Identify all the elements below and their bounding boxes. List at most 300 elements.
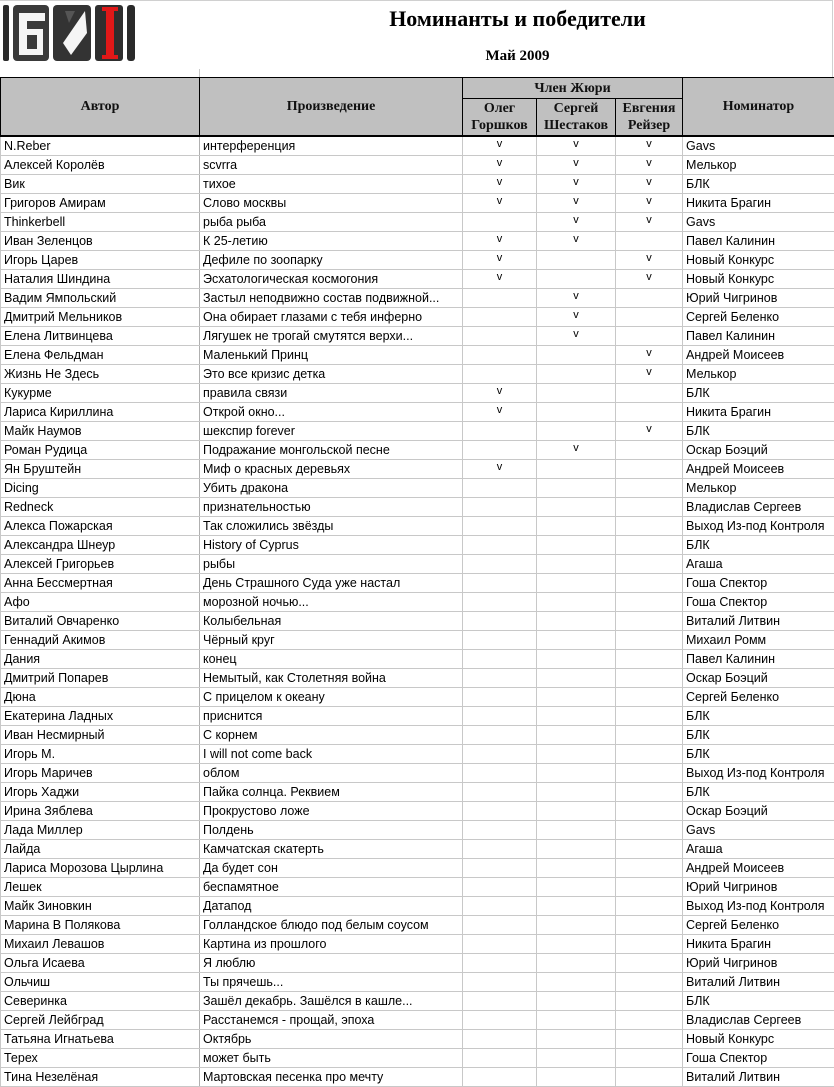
- nominator-cell[interactable]: Никита Брагин: [683, 935, 834, 954]
- work-cell[interactable]: Лягушек не трогай смутятся верхи...: [200, 327, 463, 346]
- jury-vote-cell-1[interactable]: [463, 479, 537, 498]
- jury-vote-cell-2[interactable]: [537, 669, 616, 688]
- column-header-jury-2[interactable]: [537, 99, 616, 137]
- jury-vote-cell-2[interactable]: [537, 1011, 616, 1030]
- jury-vote-cell-2[interactable]: [537, 308, 616, 327]
- work-cell[interactable]: приснится: [200, 707, 463, 726]
- work-cell[interactable]: Маленький Принц: [200, 346, 463, 365]
- author-cell[interactable]: Лариса Морозова Цырлина: [1, 859, 200, 878]
- nominator-cell[interactable]: Мелькор: [683, 156, 834, 175]
- jury-vote-cell-1[interactable]: [463, 422, 537, 441]
- jury-vote-cell-3[interactable]: [616, 840, 683, 859]
- table-row[interactable]: [1, 840, 834, 859]
- jury-vote-cell-2[interactable]: [537, 194, 616, 213]
- nominator-cell[interactable]: Выход Из-под Контроля: [683, 897, 834, 916]
- nominator-cell[interactable]: БЛК: [683, 745, 834, 764]
- author-cell[interactable]: Григоров Амирам: [1, 194, 200, 213]
- work-cell[interactable]: Полдень: [200, 821, 463, 840]
- jury-vote-cell-3[interactable]: [616, 346, 683, 365]
- jury-vote-cell-3[interactable]: [616, 308, 683, 327]
- jury-vote-cell-1[interactable]: [463, 593, 537, 612]
- jury-vote-cell-2[interactable]: [537, 783, 616, 802]
- jury-vote-cell-1[interactable]: [463, 213, 537, 232]
- jury-vote-cell-2[interactable]: [537, 175, 616, 194]
- jury-vote-cell-2[interactable]: [537, 555, 616, 574]
- work-cell[interactable]: Она обирает глазами с тебя инферно: [200, 308, 463, 327]
- nominator-cell[interactable]: Gavs: [683, 821, 834, 840]
- work-cell[interactable]: Расстанемся - прощай, эпоха: [200, 1011, 463, 1030]
- jury-vote-cell-1[interactable]: [463, 384, 537, 403]
- work-cell[interactable]: I will not come back: [200, 745, 463, 764]
- author-cell[interactable]: Алексей Королёв: [1, 156, 200, 175]
- jury-vote-cell-1[interactable]: [463, 555, 537, 574]
- author-cell[interactable]: Татьяна Игнатьева: [1, 1030, 200, 1049]
- nominator-cell[interactable]: Выход Из-под Контроля: [683, 764, 834, 783]
- jury-vote-cell-3[interactable]: [616, 422, 683, 441]
- work-cell[interactable]: правила связи: [200, 384, 463, 403]
- jury-vote-cell-2[interactable]: [537, 954, 616, 973]
- work-cell[interactable]: Прокрустово ложе: [200, 802, 463, 821]
- nominator-cell[interactable]: Андрей Моисеев: [683, 460, 834, 479]
- jury-vote-cell-2[interactable]: [537, 688, 616, 707]
- jury-vote-cell-3[interactable]: [616, 783, 683, 802]
- author-cell[interactable]: Дмитрий Попарев: [1, 669, 200, 688]
- nominator-cell[interactable]: Новый Конкурс: [683, 251, 834, 270]
- jury-vote-cell-3[interactable]: [616, 897, 683, 916]
- nominator-cell[interactable]: Новый Конкурс: [683, 270, 834, 289]
- jury-vote-cell-3[interactable]: [616, 574, 683, 593]
- jury-vote-cell-3[interactable]: [616, 726, 683, 745]
- author-cell[interactable]: Ольга Исаева: [1, 954, 200, 973]
- jury-vote-cell-3[interactable]: [616, 992, 683, 1011]
- jury-vote-cell-1[interactable]: [463, 536, 537, 555]
- jury-vote-cell-1[interactable]: [463, 365, 537, 384]
- nominator-cell[interactable]: Gavs: [683, 136, 834, 156]
- jury-vote-cell-2[interactable]: [537, 935, 616, 954]
- table-row[interactable]: [1, 365, 834, 384]
- author-cell[interactable]: Thinkerbell: [1, 213, 200, 232]
- jury-vote-cell-2[interactable]: [537, 1030, 616, 1049]
- author-cell[interactable]: Дмитрий Мельников: [1, 308, 200, 327]
- jury-vote-cell-3[interactable]: [616, 1030, 683, 1049]
- jury-vote-cell-1[interactable]: [463, 802, 537, 821]
- column-header-jury-1[interactable]: [463, 99, 537, 137]
- jury-vote-cell-1[interactable]: [463, 346, 537, 365]
- jury-vote-cell-1[interactable]: [463, 954, 537, 973]
- jury-vote-cell-1[interactable]: [463, 783, 537, 802]
- nominator-cell[interactable]: Гоша Спектор: [683, 593, 834, 612]
- work-cell[interactable]: Картина из прошлого: [200, 935, 463, 954]
- author-cell[interactable]: Майк Зиновкин: [1, 897, 200, 916]
- author-cell[interactable]: Dicing: [1, 479, 200, 498]
- jury-vote-cell-3[interactable]: [616, 479, 683, 498]
- nominator-cell[interactable]: Павел Калинин: [683, 232, 834, 251]
- table-row[interactable]: [1, 783, 834, 802]
- jury-vote-cell-1[interactable]: [463, 136, 537, 156]
- jury-vote-cell-2[interactable]: [537, 498, 616, 517]
- jury-vote-cell-1[interactable]: [463, 726, 537, 745]
- jury-vote-cell-3[interactable]: [616, 821, 683, 840]
- nominator-cell[interactable]: Виталий Литвин: [683, 1068, 834, 1087]
- jury-vote-cell-3[interactable]: [616, 593, 683, 612]
- jury-vote-cell-3[interactable]: [616, 954, 683, 973]
- table-row[interactable]: [1, 441, 834, 460]
- jury-vote-cell-1[interactable]: [463, 935, 537, 954]
- table-row[interactable]: [1, 878, 834, 897]
- work-cell[interactable]: Так сложились звёзды: [200, 517, 463, 536]
- table-row[interactable]: [1, 403, 834, 422]
- work-cell[interactable]: шекспир forever: [200, 422, 463, 441]
- nominator-cell[interactable]: Сергей Беленко: [683, 688, 834, 707]
- jury-vote-cell-2[interactable]: [537, 536, 616, 555]
- table-row[interactable]: [1, 802, 834, 821]
- work-cell[interactable]: Слово москвы: [200, 194, 463, 213]
- jury-vote-cell-1[interactable]: [463, 821, 537, 840]
- author-cell[interactable]: Алексей Григорьев: [1, 555, 200, 574]
- table-row[interactable]: [1, 973, 834, 992]
- nominator-cell[interactable]: Никита Брагин: [683, 194, 834, 213]
- jury-vote-cell-3[interactable]: [616, 289, 683, 308]
- author-cell[interactable]: Марина В Полякова: [1, 916, 200, 935]
- work-cell[interactable]: конец: [200, 650, 463, 669]
- jury-vote-cell-2[interactable]: [537, 897, 616, 916]
- jury-vote-cell-3[interactable]: [616, 688, 683, 707]
- work-cell[interactable]: Открой окно...: [200, 403, 463, 422]
- work-cell[interactable]: Камчатская скатерть: [200, 840, 463, 859]
- jury-vote-cell-2[interactable]: [537, 327, 616, 346]
- nominator-cell[interactable]: Оскар Боэций: [683, 669, 834, 688]
- table-row[interactable]: [1, 764, 834, 783]
- table-row[interactable]: [1, 897, 834, 916]
- jury-vote-cell-1[interactable]: [463, 441, 537, 460]
- work-cell[interactable]: Ты прячешь...: [200, 973, 463, 992]
- nominator-cell[interactable]: Виталий Литвин: [683, 973, 834, 992]
- nominator-cell[interactable]: Виталий Литвин: [683, 612, 834, 631]
- table-row[interactable]: [1, 251, 834, 270]
- work-cell[interactable]: тихое: [200, 175, 463, 194]
- jury-vote-cell-1[interactable]: [463, 232, 537, 251]
- jury-vote-cell-2[interactable]: [537, 1068, 616, 1087]
- table-row[interactable]: [1, 175, 834, 194]
- nominator-cell[interactable]: Мелькор: [683, 365, 834, 384]
- work-cell[interactable]: День Страшного Суда уже настал: [200, 574, 463, 593]
- jury-vote-cell-1[interactable]: [463, 1011, 537, 1030]
- nominator-cell[interactable]: БЛК: [683, 726, 834, 745]
- jury-vote-cell-2[interactable]: [537, 593, 616, 612]
- author-cell[interactable]: Анна Бессмертная: [1, 574, 200, 593]
- work-cell[interactable]: Пайка солнца. Реквием: [200, 783, 463, 802]
- nominator-cell[interactable]: Павел Калинин: [683, 650, 834, 669]
- table-row[interactable]: [1, 612, 834, 631]
- author-cell[interactable]: Ян Бруштейн: [1, 460, 200, 479]
- jury-vote-cell-3[interactable]: [616, 213, 683, 232]
- table-row[interactable]: [1, 688, 834, 707]
- table-row[interactable]: [1, 992, 834, 1011]
- nominator-cell[interactable]: БЛК: [683, 384, 834, 403]
- jury-vote-cell-3[interactable]: [616, 403, 683, 422]
- jury-vote-cell-2[interactable]: [537, 517, 616, 536]
- author-cell[interactable]: Игорь М.: [1, 745, 200, 764]
- work-cell[interactable]: Немытый, как Столетняя война: [200, 669, 463, 688]
- nominator-cell[interactable]: Михаил Ромм: [683, 631, 834, 650]
- nominator-cell[interactable]: Агаша: [683, 840, 834, 859]
- jury-vote-cell-3[interactable]: [616, 1049, 683, 1068]
- jury-vote-cell-2[interactable]: [537, 631, 616, 650]
- jury-vote-cell-3[interactable]: [616, 384, 683, 403]
- jury-vote-cell-2[interactable]: [537, 213, 616, 232]
- author-cell[interactable]: Северинка: [1, 992, 200, 1011]
- nominator-cell[interactable]: БЛК: [683, 783, 834, 802]
- table-row[interactable]: [1, 136, 834, 156]
- jury-vote-cell-3[interactable]: [616, 536, 683, 555]
- table-row[interactable]: [1, 631, 834, 650]
- jury-vote-cell-3[interactable]: [616, 916, 683, 935]
- work-cell[interactable]: С прицелом к океану: [200, 688, 463, 707]
- jury-vote-cell-2[interactable]: [537, 441, 616, 460]
- jury-vote-cell-2[interactable]: [537, 289, 616, 308]
- jury-vote-cell-2[interactable]: [537, 460, 616, 479]
- work-cell[interactable]: History of Cyprus: [200, 536, 463, 555]
- table-row[interactable]: [1, 517, 834, 536]
- jury-vote-cell-1[interactable]: [463, 916, 537, 935]
- jury-vote-cell-1[interactable]: [463, 574, 537, 593]
- table-row[interactable]: [1, 327, 834, 346]
- jury-vote-cell-1[interactable]: [463, 1068, 537, 1087]
- jury-vote-cell-2[interactable]: [537, 821, 616, 840]
- work-cell[interactable]: морозной ночью...: [200, 593, 463, 612]
- nominator-cell[interactable]: Юрий Чигринов: [683, 954, 834, 973]
- work-cell[interactable]: Подражание монгольской песне: [200, 441, 463, 460]
- table-row[interactable]: [1, 821, 834, 840]
- jury-vote-cell-3[interactable]: [616, 802, 683, 821]
- jury-vote-cell-2[interactable]: [537, 859, 616, 878]
- jury-vote-cell-2[interactable]: [537, 992, 616, 1011]
- author-cell[interactable]: Иван Зеленцов: [1, 232, 200, 251]
- work-cell[interactable]: беспамятное: [200, 878, 463, 897]
- jury-vote-cell-3[interactable]: [616, 156, 683, 175]
- work-cell[interactable]: Убить дракона: [200, 479, 463, 498]
- work-cell[interactable]: Это все кризис детка: [200, 365, 463, 384]
- table-row[interactable]: [1, 593, 834, 612]
- nominator-cell[interactable]: Сергей Беленко: [683, 916, 834, 935]
- work-cell[interactable]: признательностью: [200, 498, 463, 517]
- jury-vote-cell-2[interactable]: [537, 251, 616, 270]
- jury-vote-cell-1[interactable]: [463, 688, 537, 707]
- jury-vote-cell-1[interactable]: [463, 745, 537, 764]
- jury-vote-cell-1[interactable]: [463, 669, 537, 688]
- jury-vote-cell-3[interactable]: [616, 650, 683, 669]
- work-cell[interactable]: Эсхатологическая космогония: [200, 270, 463, 289]
- jury-vote-cell-2[interactable]: [537, 726, 616, 745]
- author-cell[interactable]: Лайда: [1, 840, 200, 859]
- nominator-cell[interactable]: Gavs: [683, 213, 834, 232]
- jury-vote-cell-3[interactable]: [616, 1068, 683, 1087]
- author-cell[interactable]: Екатерина Ладных: [1, 707, 200, 726]
- author-cell[interactable]: Дюна: [1, 688, 200, 707]
- author-cell[interactable]: Елена Литвинцева: [1, 327, 200, 346]
- jury-vote-cell-2[interactable]: [537, 270, 616, 289]
- table-row[interactable]: [1, 669, 834, 688]
- jury-vote-cell-3[interactable]: [616, 973, 683, 992]
- jury-vote-cell-3[interactable]: [616, 859, 683, 878]
- table-row[interactable]: [1, 308, 834, 327]
- nominator-cell[interactable]: Владислав Сергеев: [683, 498, 834, 517]
- author-cell[interactable]: Redneck: [1, 498, 200, 517]
- jury-vote-cell-2[interactable]: [537, 916, 616, 935]
- work-cell[interactable]: Чёрный круг: [200, 631, 463, 650]
- jury-vote-cell-1[interactable]: [463, 612, 537, 631]
- nominator-cell[interactable]: Владислав Сергеев: [683, 1011, 834, 1030]
- jury-vote-cell-2[interactable]: [537, 136, 616, 156]
- jury-vote-cell-3[interactable]: [616, 251, 683, 270]
- jury-vote-cell-3[interactable]: [616, 764, 683, 783]
- nominator-cell[interactable]: Оскар Боэций: [683, 441, 834, 460]
- jury-vote-cell-3[interactable]: [616, 745, 683, 764]
- author-cell[interactable]: Вик: [1, 175, 200, 194]
- author-cell[interactable]: Лариса Кириллина: [1, 403, 200, 422]
- jury-vote-cell-2[interactable]: [537, 612, 616, 631]
- jury-vote-cell-2[interactable]: [537, 479, 616, 498]
- jury-vote-cell-2[interactable]: [537, 403, 616, 422]
- author-cell[interactable]: Роман Рудица: [1, 441, 200, 460]
- jury-vote-cell-3[interactable]: [616, 555, 683, 574]
- jury-vote-cell-3[interactable]: [616, 669, 683, 688]
- work-cell[interactable]: Октябрь: [200, 1030, 463, 1049]
- work-cell[interactable]: Голландское блюдо под белым соусом: [200, 916, 463, 935]
- nominator-cell[interactable]: Выход Из-под Контроля: [683, 517, 834, 536]
- author-cell[interactable]: Ольчиш: [1, 973, 200, 992]
- table-row[interactable]: [1, 745, 834, 764]
- nominator-cell[interactable]: Павел Калинин: [683, 327, 834, 346]
- table-row[interactable]: [1, 156, 834, 175]
- jury-vote-cell-1[interactable]: [463, 460, 537, 479]
- author-cell[interactable]: Сергей Лейбград: [1, 1011, 200, 1030]
- nominator-cell[interactable]: БЛК: [683, 536, 834, 555]
- jury-vote-cell-1[interactable]: [463, 498, 537, 517]
- nominator-cell[interactable]: Новый Конкурс: [683, 1030, 834, 1049]
- jury-vote-cell-3[interactable]: [616, 175, 683, 194]
- work-cell[interactable]: С корнем: [200, 726, 463, 745]
- jury-vote-cell-1[interactable]: [463, 156, 537, 175]
- work-cell[interactable]: рыба рыба: [200, 213, 463, 232]
- author-cell[interactable]: Геннадий Акимов: [1, 631, 200, 650]
- author-cell[interactable]: Игорь Хаджи: [1, 783, 200, 802]
- table-row[interactable]: [1, 935, 834, 954]
- nominator-cell[interactable]: БЛК: [683, 992, 834, 1011]
- work-cell[interactable]: Датапод: [200, 897, 463, 916]
- jury-vote-cell-1[interactable]: [463, 175, 537, 194]
- jury-vote-cell-1[interactable]: [463, 1030, 537, 1049]
- author-cell[interactable]: Наталия Шиндина: [1, 270, 200, 289]
- work-cell[interactable]: Дефиле по зоопарку: [200, 251, 463, 270]
- work-cell[interactable]: К 25-летию: [200, 232, 463, 251]
- table-row[interactable]: [1, 384, 834, 403]
- jury-vote-cell-3[interactable]: [616, 136, 683, 156]
- author-cell[interactable]: Кукурме: [1, 384, 200, 403]
- author-cell[interactable]: Елена Фельдман: [1, 346, 200, 365]
- author-cell[interactable]: Тина Незелёная: [1, 1068, 200, 1087]
- jury-vote-cell-1[interactable]: [463, 289, 537, 308]
- jury-vote-cell-1[interactable]: [463, 992, 537, 1011]
- jury-vote-cell-3[interactable]: [616, 441, 683, 460]
- jury-vote-cell-3[interactable]: [616, 631, 683, 650]
- jury-vote-cell-3[interactable]: [616, 878, 683, 897]
- table-row[interactable]: [1, 859, 834, 878]
- work-cell[interactable]: Зашёл декабрь. Зашёлся в кашле...: [200, 992, 463, 1011]
- jury-vote-cell-3[interactable]: [616, 707, 683, 726]
- author-cell[interactable]: Александра Шнеур: [1, 536, 200, 555]
- jury-vote-cell-1[interactable]: [463, 270, 537, 289]
- jury-vote-cell-1[interactable]: [463, 403, 537, 422]
- table-row[interactable]: [1, 498, 834, 517]
- table-row[interactable]: [1, 1068, 834, 1087]
- nominator-cell[interactable]: БЛК: [683, 175, 834, 194]
- column-header-jury-3[interactable]: [616, 99, 683, 137]
- table-row[interactable]: [1, 270, 834, 289]
- jury-vote-cell-2[interactable]: [537, 156, 616, 175]
- jury-vote-cell-1[interactable]: [463, 973, 537, 992]
- jury-vote-cell-2[interactable]: [537, 707, 616, 726]
- work-cell[interactable]: scvrra: [200, 156, 463, 175]
- table-row[interactable]: [1, 232, 834, 251]
- table-row[interactable]: [1, 536, 834, 555]
- jury-vote-cell-1[interactable]: [463, 1049, 537, 1068]
- table-row[interactable]: [1, 194, 834, 213]
- work-cell[interactable]: Мартовская песенка про мечту: [200, 1068, 463, 1087]
- author-cell[interactable]: Жизнь Не Здесь: [1, 365, 200, 384]
- jury-vote-cell-3[interactable]: [616, 612, 683, 631]
- nominator-cell[interactable]: Гоша Спектор: [683, 1049, 834, 1068]
- jury-vote-cell-2[interactable]: [537, 973, 616, 992]
- jury-vote-cell-1[interactable]: [463, 897, 537, 916]
- jury-vote-cell-1[interactable]: [463, 517, 537, 536]
- jury-vote-cell-3[interactable]: [616, 270, 683, 289]
- jury-vote-cell-2[interactable]: [537, 574, 616, 593]
- nominator-cell[interactable]: БЛК: [683, 422, 834, 441]
- author-cell[interactable]: Иван Несмирный: [1, 726, 200, 745]
- jury-vote-cell-2[interactable]: [537, 365, 616, 384]
- jury-vote-cell-1[interactable]: [463, 840, 537, 859]
- author-cell[interactable]: Алекса Пожарская: [1, 517, 200, 536]
- jury-vote-cell-2[interactable]: [537, 346, 616, 365]
- author-cell[interactable]: Игорь Царев: [1, 251, 200, 270]
- nominator-cell[interactable]: Сергей Беленко: [683, 308, 834, 327]
- nominator-cell[interactable]: Никита Брагин: [683, 403, 834, 422]
- nominator-cell[interactable]: Агаша: [683, 555, 834, 574]
- nominator-cell[interactable]: БЛК: [683, 707, 834, 726]
- table-row[interactable]: [1, 916, 834, 935]
- jury-vote-cell-1[interactable]: [463, 707, 537, 726]
- author-cell[interactable]: Афо: [1, 593, 200, 612]
- table-row[interactable]: [1, 1049, 834, 1068]
- work-cell[interactable]: рыбы: [200, 555, 463, 574]
- author-cell[interactable]: Игорь Маричев: [1, 764, 200, 783]
- jury-vote-cell-3[interactable]: [616, 365, 683, 384]
- jury-vote-cell-1[interactable]: [463, 308, 537, 327]
- jury-vote-cell-3[interactable]: [616, 1011, 683, 1030]
- author-cell[interactable]: Дания: [1, 650, 200, 669]
- jury-vote-cell-1[interactable]: [463, 650, 537, 669]
- jury-vote-cell-3[interactable]: [616, 327, 683, 346]
- table-row[interactable]: [1, 650, 834, 669]
- jury-vote-cell-1[interactable]: [463, 327, 537, 346]
- author-cell[interactable]: Терех: [1, 1049, 200, 1068]
- table-row[interactable]: [1, 555, 834, 574]
- jury-vote-cell-1[interactable]: [463, 859, 537, 878]
- work-cell[interactable]: может быть: [200, 1049, 463, 1068]
- table-row[interactable]: [1, 726, 834, 745]
- jury-vote-cell-2[interactable]: [537, 878, 616, 897]
